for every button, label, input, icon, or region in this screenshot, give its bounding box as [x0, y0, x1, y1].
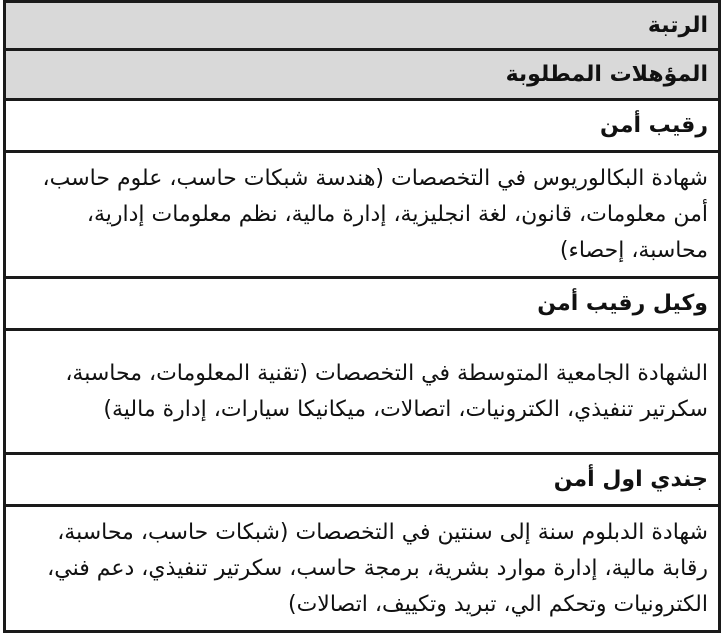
qualifications-text: شهادة الدبلوم سنة إلى سنتين في التخصصات (شبكات حاسب، محاسبة، رقابة مالية، إدارة موارد بشرية، برمجة حاسب، سكرتير تنفيذي، دعم فني، الكترونيات وتحكم الي، تبريد وتكييف، اتصالات) — [47, 519, 708, 617]
table-row-qualifications — [3, 331, 721, 455]
header-qualifications-label: المؤهلات المطلوبة — [505, 62, 708, 87]
rank-label: وكيل رقيب أمن — [537, 291, 708, 316]
header-qualifications — [3, 51, 721, 101]
rank-label: جندي اول أمن — [553, 467, 708, 492]
qualifications-text: شهادة البكالوريوس في التخصصات (هندسة شبكات حاسب، علوم حاسب، أمن معلومات، قانون، لغة انجليزية، إدارة مالية، نظم معلومات إدارية، محاسبة، إحصاء) — [42, 165, 708, 263]
qualifications-text: الشهادة الجامعية المتوسطة في التخصصات (تقنية المعلومات، محاسبة، سكرتير تنفيذي، الكترونيات، اتصالات، ميكانيكا سيارات، إدارة مالية) — [65, 360, 708, 422]
ranks-qualifications-table — [3, 0, 721, 633]
table-row-rank — [3, 279, 721, 331]
table-row-rank — [3, 101, 721, 153]
table-row-rank — [3, 455, 721, 507]
table-row-qualifications — [3, 153, 721, 279]
rank-label: رقيب أمن — [600, 113, 708, 138]
table-row-qualifications — [3, 507, 721, 633]
header-rank-label: الرتبة — [647, 13, 708, 38]
header-rank — [3, 0, 721, 51]
